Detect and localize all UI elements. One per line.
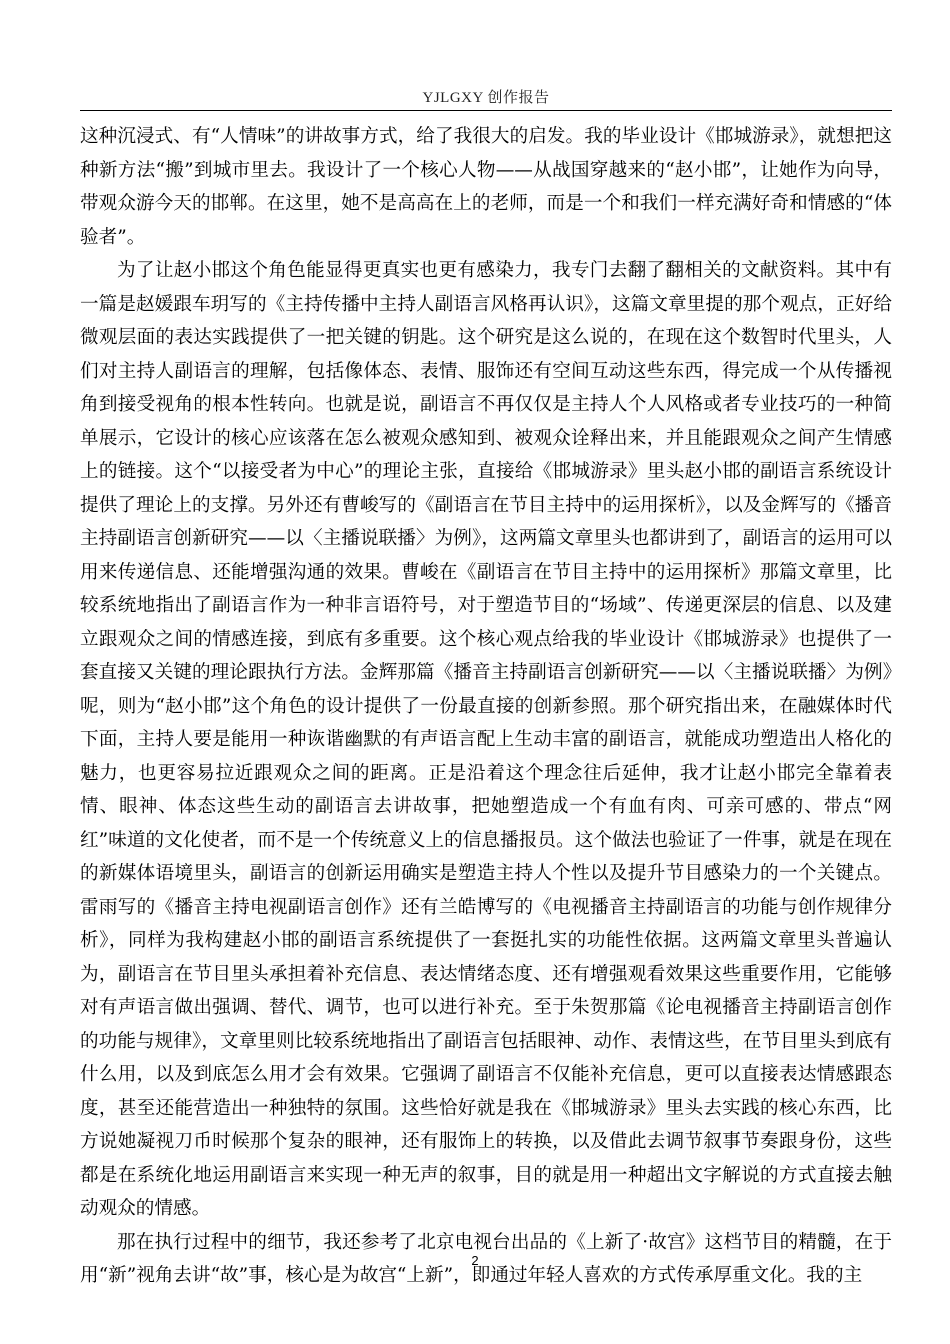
page-number: 2	[471, 1253, 479, 1268]
document-body	[80, 120, 892, 1293]
header-divider	[80, 110, 892, 111]
paragraph-execution-details: 那在执行过程中的细节，我还参考了北京电视台出品的《上新了·故宫》这档节目的精髓，在于用“新”视角去讲“故”事，核心是为故宫“上新”，即通过年轻人喜欢的方式传承厚重文化。我的主	[80, 1231, 892, 1286]
paragraph-continuation: 这种沉浸式、有“人情味”的讲故事方式，给了我很大的启发。我的毕业设计《邯城游录》，就想把这种新方法“搬”到城市里去。我设计了一个核心人物——从战国穿越来的“赵小邯”，让她作为向导，带观众游今天的邯郸。在这里，她不是高高在上的老师，而是一个和我们一样充满好奇和情感的“体验者”。	[80, 126, 892, 248]
page-header: YJLGXY 创作报告	[422, 90, 550, 106]
paragraph-literature-review: 为了让赵小邯这个角色能显得更真实也更有感染力，我专门去翻了翻相关的文献资料。其中有一篇是赵媛跟车玥写的《主持传播中主持人副语言风格再认识》，这篇文章里提的那个观点，正好给微观层面的表达实践提供了一把关键的钥匙。这个研究是这么说的，在现在这个数智时代里头，人们对主持人副语言的理解，包括像体态、表情、服饰还有空间互动这些东西，得完成一个从传播视角到接受视角的根本性转向。也就是说，副语言不再仅仅是主持人个人风格或者专业技巧的一种简单展示，它设计的核心应该落在怎么被观众感知到、被观众诠释出来，并且能跟观众之间产生情感上的链接。这个“以接受者为中心”的理论主张，直接给《邯城游录》里头赵小邯的副语言系统设计提供了理论上的支撑。另外还有曹峻写的《副语言在节目主持中的运用探析》，以及金辉写的《播音主持副语言创新研究——以〈主播说联播〉为例》，这两篇文章里头也都讲到了，副语言的运用可以用来传递信息、还能增强沟通的效果。曹峻在《副语言在节目主持中的运用探析》那篇文章里，比较系统地指出了副语言作为一种非言语符号，对于塑造节目的“场域”、传递更深层的信息、以及建立跟观众之间的情感连接，到底有多重要。这个核心观点给我的毕业设计《邯城游录》也提供了一套直接又关键的理论跟执行方法。金辉那篇《播音主持副语言创新研究——以〈主播说联播〉为例》呢，则为“赵小邯”这个角色的设计提供了一份最直接的创新参照。那个研究指出来，在融媒体时代下面，主持人要是能用一种诙谐幽默的有声语言配上生动丰富的副语言，就能成功塑造出人格化的魅力，也更容易拉近跟观众之间的距离。正是沿着这个理念往后延伸，我才让赵小邯完全靠着表情、眼神、体态这些生动的副语言去讲故事，把她塑造成一个有血有肉、可亲可感的、带点“网红”味道的文化使者，而不是一个传统意义上的信息播报员。这个做法也验证了一件事，就是在现在的新媒体语境里头，副语言的创新运用确实是塑造主持人个性以及提升节目感染力的一个关键点。雷雨写的《播音主持电视副语言创作》还有兰皓博写的《电视播音主持副语言的功能与创作规律分析》，同样为我构建赵小邯的副语言系统提供了一套挺扎实的功能性依据。这两篇文章里头普遍认为，副语言在节目里头承担着补充信息、表达情绪态度、还有增强观看效果这些重要作用，它能够对有声语言做出强调、替代、调节，也可以进行补充。至于朱贺那篇《论电视播音主持副语言创作的功能与规律》，文章里则比较系统地指出了副语言包括眼神、动作、表情这些，在节目里头到底有什么用，以及到底怎么用才会有效果。它强调了副语言不仅能补充信息，更可以直接表达情感跟态度，甚至还能营造出一种独特的氛围。这些恰好就是我在《邯城游录》里头去实践的核心东西，比方说她凝视刀币时候那个复杂的眼神，还有服饰上的转换，以及借此去调节叙事节奏跟身份，这些都是在系统化地运用副语言来实现一种无声的叙事，目的就是用一种超出文字解说的方式直接去触动观众的情感。	[80, 260, 892, 1219]
